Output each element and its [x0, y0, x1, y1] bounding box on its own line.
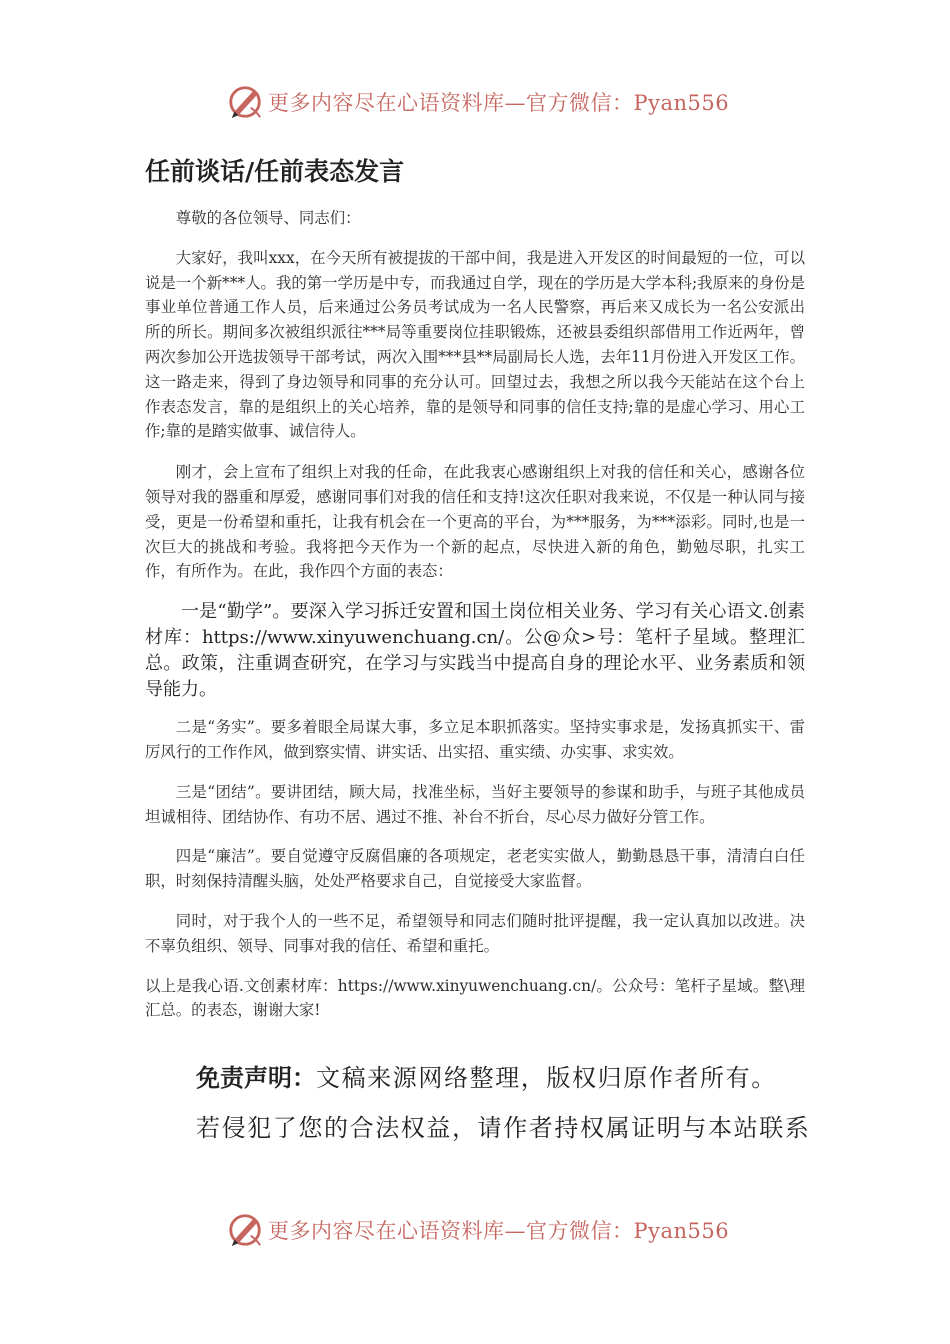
- salutation: 尊敬的各位领导、同志们：: [175, 209, 361, 227]
- document-title: 任前谈话/任前表态发言: [145, 157, 405, 186]
- pen-in-circle-logo-icon: [226, 83, 264, 121]
- paragraph-introduction: 大家好，我叫xxx，在今天所有被提拔的干部中间，我是进入开发区的时间最短的一位，可以说是一个新***人。我的第一学历是中专，而我通过自学，现在的学历是大学本科;我原来的身份是事业单位普通工作人员，后来通过公务员考试成为一名人民警察，再后来又成长为一名公安派出所的所长。期间多次被组织派往***局等重要岗位挂职锻炼，还被县委组织部借用工作近两年，曾两次参加公开选拔领导干部考试，两次入围***县**局副局长人选，去年11月份进入开发区工作。这一路走来，得到了身边领导和同事的充分认可。回望过去，我想之所以我今天能站在这个台上作表态发言，靠的是组织上的关心培养，靠的是领导和同事的信任支持;靠的是虚心学习、用心工作;靠的是踏实做事、诚信待人。: [145, 248, 805, 441]
- disclaimer-text-1: 文稿来源网络整理，版权归原作者所有。: [316, 1064, 777, 1092]
- paragraph-gratitude: 刚才，会上宣布了组织上对我的任命，在此我衷心感谢组织上对我的信任和关心，感谢各位领导对我的器重和厚爱，感谢同事们对我的信任和支持!这次任职对我来说，不仅是一种认同与接受，更是一份希望和重托，让我有机会在一个更高的平台，为***服务，为***添彩。同时,也是一次巨大的挑战和考验。我将把今天作为一个新的起点，尽快进入新的角色，勤勉尽职，扎实工作，有所作为。在此，我作四个方面的表态：: [145, 463, 805, 581]
- paragraph-pledge-study: 一是“勤学”。要深入学习拆迁安置和国土岗位相关业务、学习有关心语文.创素材库：https://www.xinyuwenchuang.cn/。公@众>号：笔杆子星域。整理汇总。政策，注重调查研究，在学习与实践当中提高自身的理论水平、业务素质和领导能力。: [145, 601, 805, 701]
- banner-text: 更多内容尽在心语资料库—官方微信：Pyan556: [268, 1219, 730, 1243]
- disclaimer-label: 免责声明：: [196, 1064, 316, 1092]
- paragraph-pledge-practical: 二是“务实”。要多着眼全局谋大事，多立足本职抓落实。坚持实事求是，发扬真抓实干、雷厉风行的工作作风，做到察实情、讲实话、出实招、重实绩、办实事、求实效。: [145, 718, 805, 761]
- paragraph-pledge-unity: 三是“团结”。要讲团结，顾大局，找准坐标，当好主要领导的参谋和助手，与班子其他成员坦诚相待、团结协作、有功不居、遇过不推、补台不折台，尽心尽力做好分管工作。: [145, 782, 805, 826]
- disclaimer-line-1: [196, 1053, 836, 1103]
- header-watermark-banner: [226, 82, 730, 122]
- pen-in-circle-logo-icon: [226, 1211, 264, 1249]
- disclaimer-line-2: 若侵犯了您的合法权益，请作者持权属证明与本站联系: [196, 1114, 811, 1142]
- footer-watermark-banner: [226, 1210, 730, 1250]
- banner-text: 更多内容尽在心语资料库—官方微信：Pyan556: [268, 91, 730, 115]
- closing-remark: 以上是我心语.文创素材库：https://www.xinyuwenchuang.cn/。公众号：笔杆子星域。整\理汇总。的表态，谢谢大家!: [145, 976, 805, 1020]
- disclaimer: [196, 1053, 836, 1153]
- paragraph-conclusion: 同时，对于我个人的一些不足，希望领导和同志们随时批评提醒，我一定认真加以改进。决不辜负组织、领导、同事对我的信任、希望和重托。: [145, 911, 805, 955]
- paragraph-pledge-integrity: 四是“廉洁”。要自觉遵守反腐倡廉的各项规定，老老实实做人，勤勤恳恳干事，清清白白任职，时刻保持清醒头脑，处处严格要求自己，自觉接受大家监督。: [145, 847, 805, 891]
- document-body: [145, 206, 805, 1023]
